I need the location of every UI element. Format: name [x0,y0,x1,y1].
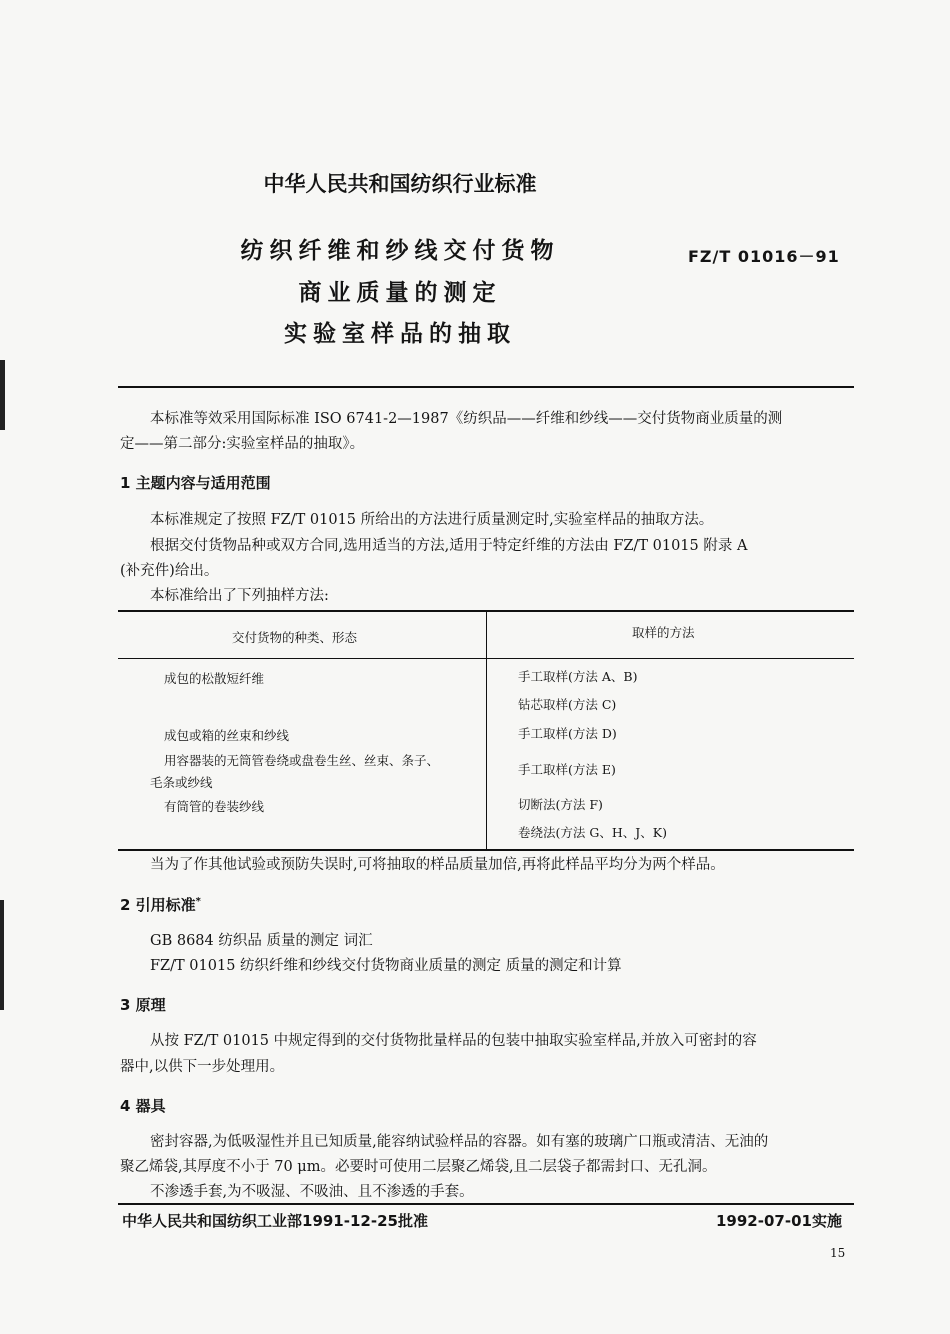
section-1-para-2-line-1: 根据交付货物品种或双方合同,选用适当的方法,适用于特定纤维的方法由 FZ/T 01015 附录 A [150,538,748,554]
section-4-line-3: 不渗透手套,为不吸湿、不吸油、且不渗透的手套。 [150,1184,474,1200]
intro-line-1: 本标准等效采用国际标准 ISO 6741-2—1987《纺织品——纤维和纱线——交付货物商业质量的测 [150,411,783,427]
section-4-line-2: 聚乙烯袋,其厚度不小于 70 μm。必要时可使用二层聚乙烯袋,且二层袋子都需封口、无孔洞。 [120,1159,717,1175]
section-1-para-3: 本标准给出了下列抽样方法: [150,588,329,604]
title-line-2: 商业质量的测定 [298,280,502,306]
section-2-heading [120,894,201,915]
section-3-line-1: 从按 FZ/T 01015 中规定得到的交付货物批量样品的包装中抽取实验室样品,并放入可密封的容 [150,1033,757,1049]
approval-line: 中华人民共和国纺织工业部1991-12-25批准 [122,1212,428,1230]
section-1-para-1: 本标准规定了按照 FZ/T 01015 所给出的方法进行质量测定时,实验室样品的抽取方法。 [150,512,714,528]
section-1-heading: 1 主题内容与适用范围 [120,474,271,492]
table-cell: 有筒管的卷装纱线 [164,799,265,814]
after-table-note: 当为了作其他试验或预防失误时,可将抽取的样品质量加倍,再将此样品平均分为两个样品。 [150,857,725,873]
table-cell: 手工取样(方法 E) [518,762,616,777]
section-3-heading: 3 原理 [120,996,166,1014]
footer-rule [118,1203,854,1205]
intro-line-2: 定——第二部分:实验室样品的抽取》。 [120,436,365,452]
scan-edge-mark [0,900,4,1010]
table-header-cell: 取样的方法 [632,625,695,640]
table-bottom-rule [118,849,854,851]
title-line-1: 纺织纤维和纱线交付货物 [240,238,560,264]
effective-date: 1992-07-01实施 [716,1212,842,1230]
footnote-marker: * [195,896,201,907]
scan-edge-mark [0,360,5,430]
reference-1: GB 8684 纺织品 质量的测定 词汇 [150,933,373,949]
table-cell: 毛条或纱线 [150,775,213,790]
standard-code: FZ/T 01016－91 [688,247,840,266]
table-cell: 成包的松散短纤维 [164,671,265,686]
section-4-heading: 4 器具 [120,1097,166,1115]
page-number: 15 [830,1246,846,1260]
table-cell: 手工取样(方法 A、B) [518,669,638,684]
reference-2: FZ/T 01015 纺织纤维和纱线交付货物商业质量的测定 质量的测定和计算 [150,958,622,974]
table-cell: 用容器装的无筒管卷绕或盘卷生丝、丝束、条子、 [164,753,440,768]
table-cell: 卷绕法(方法 G、H、J、K) [518,825,667,840]
table-cell: 钻芯取样(方法 C) [518,697,617,712]
section-4-line-1: 密封容器,为低吸湿性并且已知质量,能容纳试验样品的容器。如有塞的玻璃广口瓶或清洁、无油的 [150,1134,769,1150]
table-column-divider [486,611,487,849]
section-3-line-2: 器中,以供下一步处理用。 [120,1059,285,1075]
title-line-3: 实验室样品的抽取 [284,321,516,347]
table-cell: 成包或箱的丝束和纱线 [164,728,290,743]
table-cell: 切断法(方法 F) [518,797,603,812]
table-header-cell: 交付货物的种类、形态 [232,630,358,645]
table-cell: 手工取样(方法 D) [518,726,617,741]
header-rule [118,386,854,388]
section-1-para-2-line-2: (补充件)给出。 [120,563,219,579]
section-2-heading-text: 2 引用标准 [120,896,196,914]
standard-type: 中华人民共和国纺织行业标准 [263,172,537,196]
